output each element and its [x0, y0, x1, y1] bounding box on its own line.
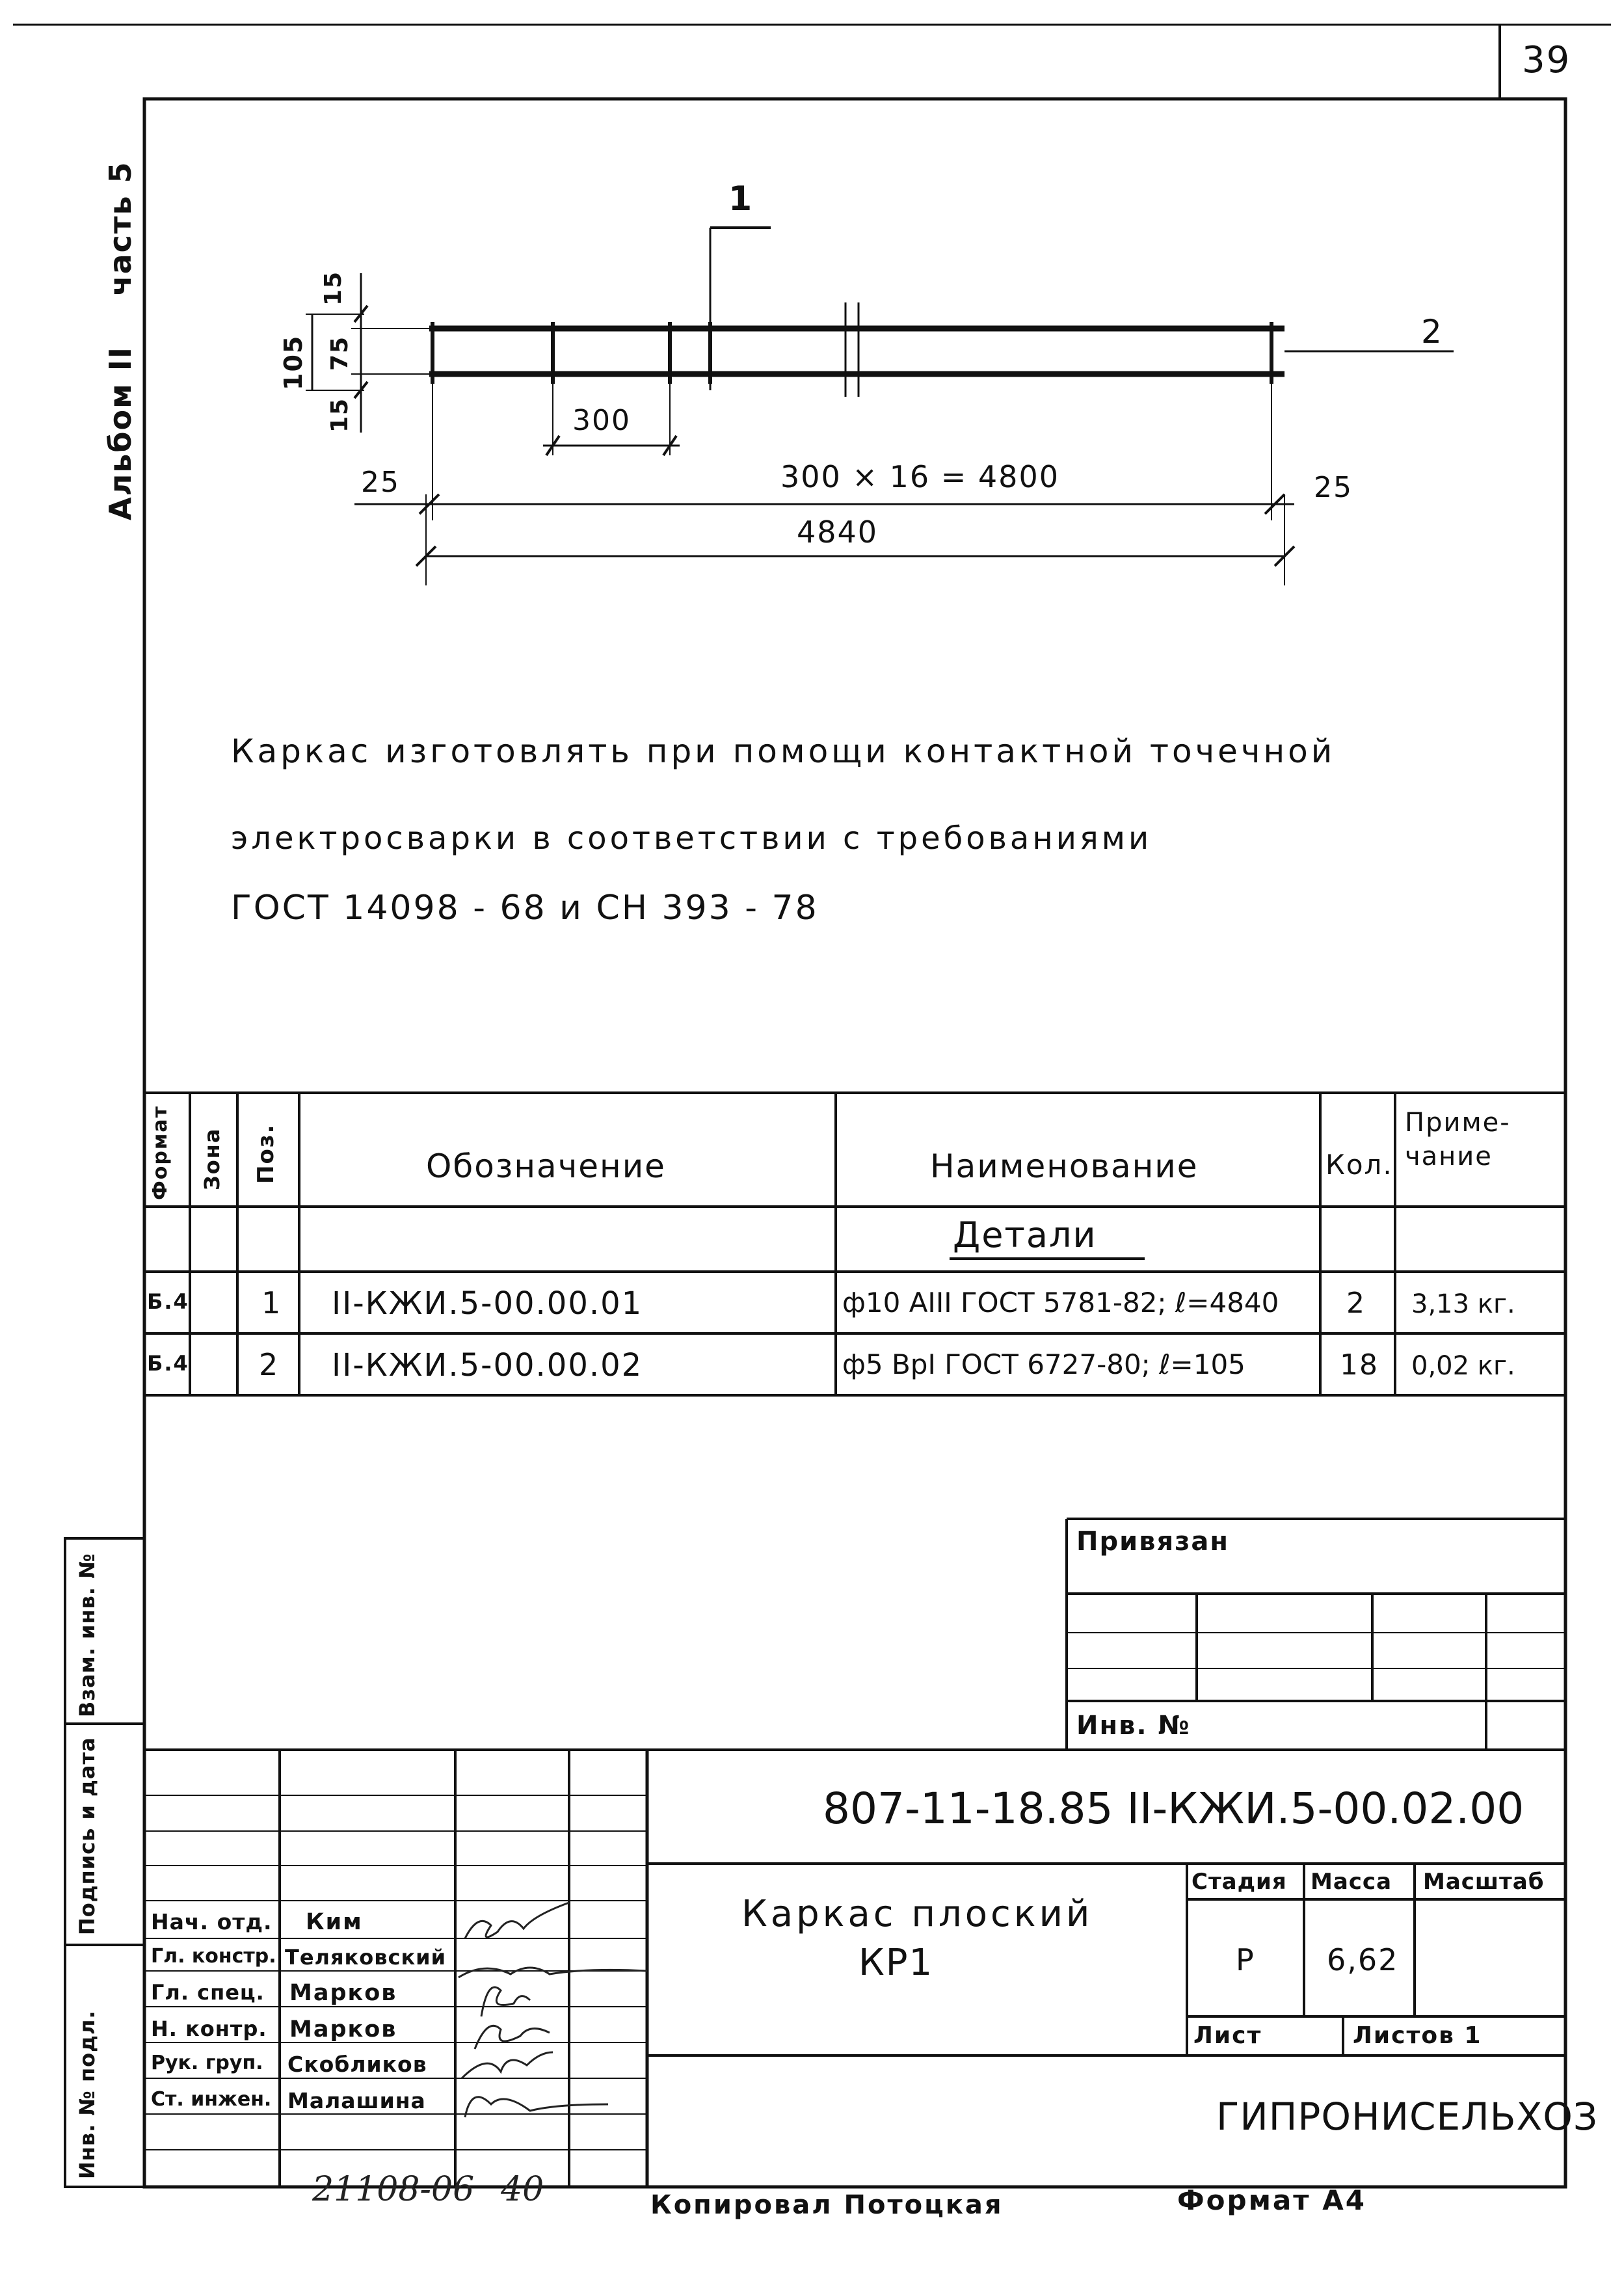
header-note: Приме- чание: [1405, 1108, 1511, 1171]
dim-total-height: 105: [279, 334, 308, 390]
margin-inv-podl: Инв. № подл.: [75, 2010, 100, 2179]
stage-value: Р: [1236, 1942, 1255, 1977]
header-format: Формат: [149, 1105, 172, 1200]
format-label: Формат А4: [1177, 2184, 1366, 2216]
staff-role-4: Н. контр.: [151, 2016, 267, 2041]
note-line-2: электросварки в соответствии с требованиями: [231, 820, 1152, 857]
album-label: Альбом II: [103, 346, 138, 520]
binding-inv: Инв. №: [1076, 1711, 1191, 1741]
copied-by: Копировал Потоцкая: [650, 2190, 1004, 2220]
row2-format: Б.4: [147, 1351, 189, 1376]
margin-vzam: Взам. инв. №: [75, 1553, 100, 1717]
title-line-1: Каркас плоский: [741, 1893, 1093, 1935]
note-line-3: ГОСТ 14098 - 68 и СН 393 - 78: [231, 889, 819, 928]
row1-note: 3,13 кг.: [1411, 1289, 1515, 1319]
staff-name-4: Марков: [289, 2016, 397, 2042]
row1-designation: II-КЖИ.5-00.00.01: [332, 1285, 643, 1322]
dim-chain: 300 × 16 = 4800: [780, 459, 1059, 494]
row2-name: ф5 ВрI ГОСТ 6727-80; ℓ=105: [842, 1348, 1245, 1380]
staff-name-5: Скобликов: [287, 2052, 427, 2077]
row2-note: 0,02 кг.: [1411, 1351, 1515, 1381]
header-pos: Поз.: [253, 1123, 279, 1184]
organization: ГИПРОНИСЕЛЬХОЗ: [1216, 2095, 1599, 2139]
callout-2: 2: [1421, 313, 1443, 351]
staff-name-6: Малашина: [287, 2088, 426, 2113]
row2-designation: II-КЖИ.5-00.00.02: [332, 1347, 643, 1384]
staff-role-6: Ст. инжен.: [151, 2088, 272, 2111]
mass-value: 6,62: [1327, 1942, 1399, 1977]
dim-overall: 4840: [797, 515, 879, 550]
staff-role-1: Нач. отд.: [151, 1909, 273, 1934]
staff-role-3: Гл. спец.: [151, 1980, 265, 2005]
staff-role-5: Рук. груп.: [151, 2052, 263, 2074]
section-title: Детали: [953, 1214, 1097, 1255]
doc-code: 807-11-18.85 II-КЖИ.5-00.02.00: [823, 1784, 1524, 1834]
scale-label: Масштаб: [1423, 1869, 1545, 1895]
mass-label: Масса: [1311, 1869, 1392, 1895]
page-ref: 40: [501, 2170, 544, 2209]
dim-mid: 75: [326, 335, 353, 371]
sheet-label: Лист: [1193, 2022, 1262, 2049]
row2-qty: 18: [1340, 1348, 1379, 1382]
header-designation: Обозначение: [426, 1147, 666, 1185]
stage-label: Стадия: [1191, 1869, 1287, 1895]
staff-name-1: Ким: [306, 1909, 363, 1935]
row1-qty: 2: [1346, 1287, 1366, 1320]
staff-name-3: Марков: [289, 1980, 397, 2006]
binding-title: Привязан: [1076, 1527, 1230, 1557]
dim-top: 15: [320, 270, 347, 306]
page-number: 39: [1522, 39, 1571, 81]
dim-step: 300: [572, 404, 631, 437]
dim-bottom: 15: [326, 397, 353, 433]
staff-name-2: Теляковский: [285, 1945, 446, 1970]
row1-format: Б.4: [147, 1289, 189, 1314]
header-zone: Зона: [200, 1127, 224, 1190]
callout-1: 1: [728, 180, 754, 219]
margin-podpis: Подпись и дата: [75, 1737, 100, 1935]
staff-role-2: Гл. констр.: [151, 1945, 276, 1968]
sheets-label: Листов 1: [1353, 2022, 1482, 2049]
row1-pos: 1: [261, 1285, 282, 1320]
part-label: часть 5: [103, 161, 138, 296]
row2-pos: 2: [259, 1347, 280, 1382]
row1-name: ф10 АIII ГОСТ 5781-82; ℓ=4840: [842, 1287, 1279, 1319]
title-line-2: КР1: [859, 1942, 934, 1984]
header-qty: Кол.: [1325, 1149, 1393, 1181]
note-line-1: Каркас изготовлять при помощи контактной точечной: [231, 732, 1336, 770]
archive-number: 21108-06: [312, 2170, 475, 2209]
header-name: Наименование: [930, 1147, 1199, 1185]
dim-left: 25: [361, 466, 400, 499]
dim-right: 25: [1314, 471, 1353, 504]
